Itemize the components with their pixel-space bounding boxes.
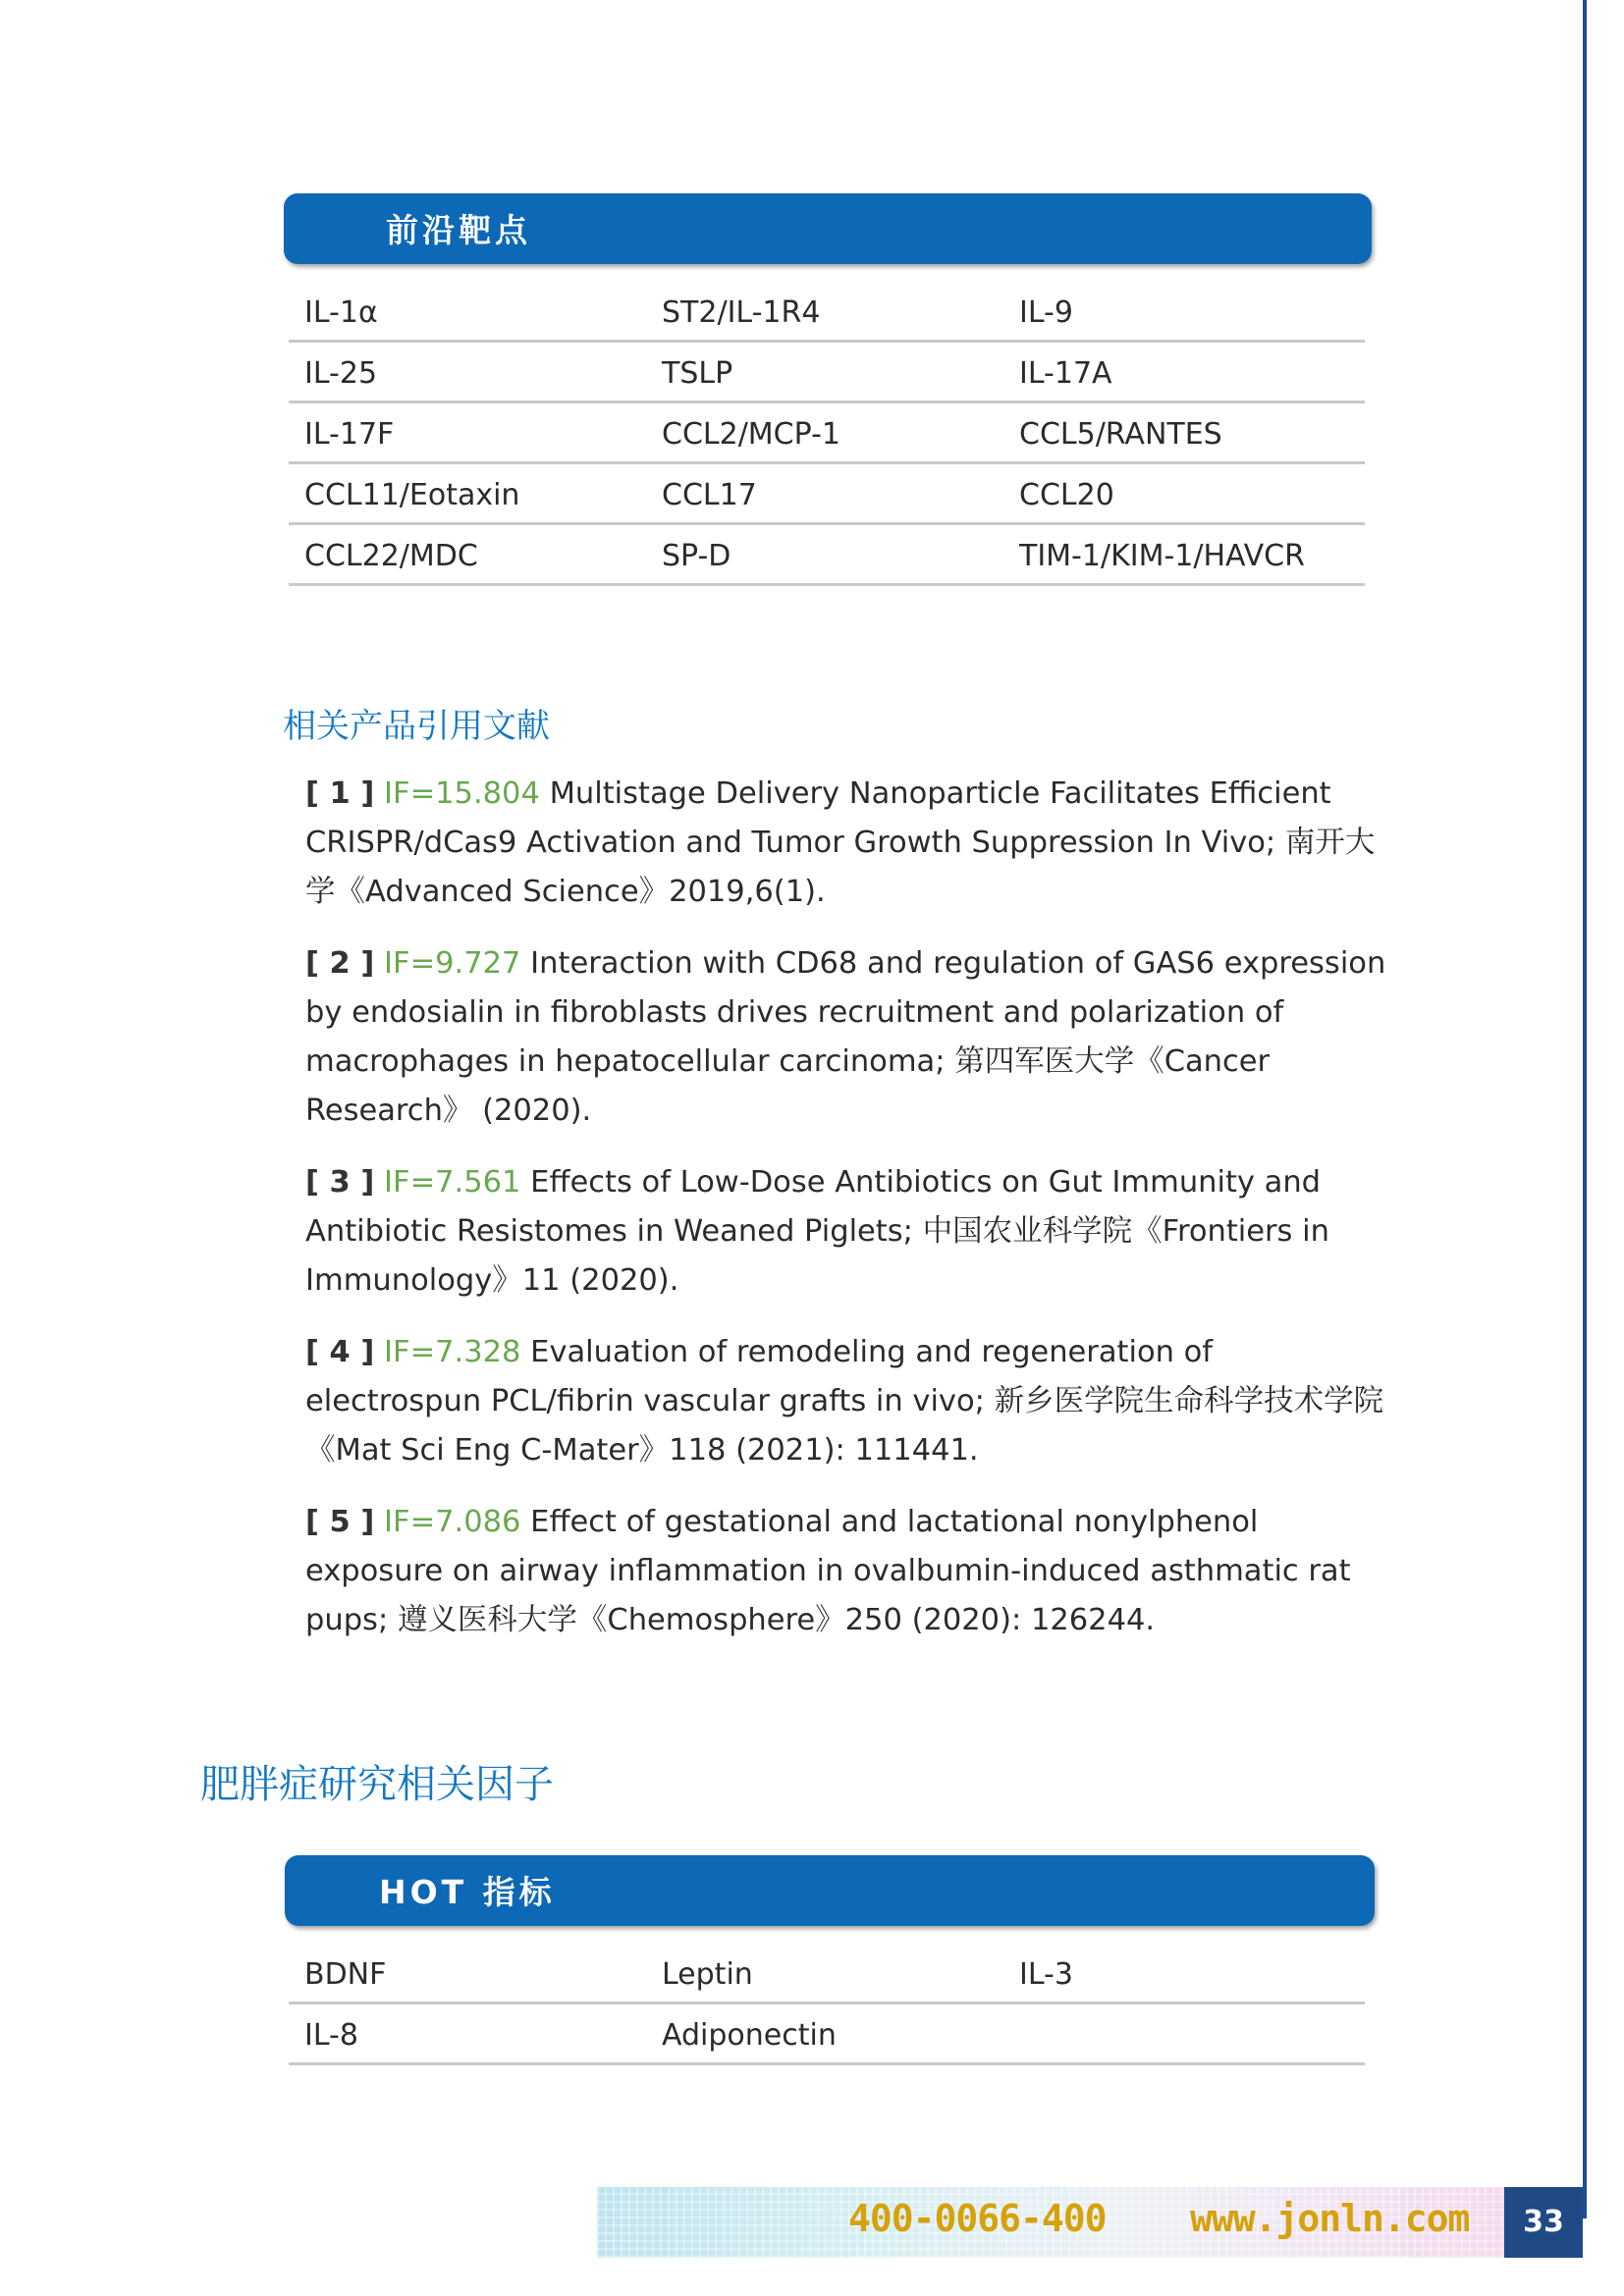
page-number: 33 [1504, 2187, 1583, 2258]
table-cell: TSLP [662, 356, 733, 391]
reference-item [305, 1498, 1395, 1645]
frontier-targets-title: 前沿靶点 [386, 211, 531, 249]
table-cell: BDNF [304, 1957, 387, 1992]
impact-factor: IF=7.561 [384, 1165, 521, 1200]
table-cell: CCL5/RANTES [1019, 417, 1222, 452]
reference-item [305, 1328, 1395, 1475]
table-cell: IL-17A [1019, 356, 1112, 391]
reference-number: [ 2 ] [305, 946, 375, 981]
reference-text: Effect of gestational and lactational nonylphenol exposure on airway inflammation in ovalbumin-induced asthmatic rat pups; 遵义医科大学《Chemosphere》250 (2020): 126244. [305, 1505, 1351, 1637]
impact-factor: IF=7.086 [384, 1505, 521, 1539]
table-row [289, 343, 1365, 403]
table-row [289, 464, 1365, 525]
table-cell: Adiponectin [662, 2018, 837, 2053]
hot-markers-header [285, 1855, 1375, 1926]
table-cell: IL-25 [304, 356, 378, 391]
obesity-section-title: 肥胖症研究相关因子 [200, 1762, 554, 1807]
table-row [289, 1944, 1365, 2004]
reference-item [305, 939, 1395, 1136]
reference-number: [ 4 ] [305, 1335, 375, 1369]
frontier-targets-table [289, 282, 1365, 586]
table-cell: IL-9 [1019, 295, 1073, 330]
footer-banner [597, 2187, 1504, 2258]
table-cell: IL-8 [304, 2018, 358, 2053]
hot-markers-table [289, 1944, 1365, 2065]
table-cell: CCL2/MCP-1 [662, 417, 840, 452]
page-edge-line [1583, 0, 1587, 2218]
table-cell: CCL17 [662, 478, 757, 512]
impact-factor: IF=9.727 [384, 946, 521, 981]
table-cell: CCL20 [1019, 478, 1114, 512]
table-cell: CCL11/Eotaxin [304, 478, 520, 512]
reference-text: Effects of Low-Dose Antibiotics on Gut Immunity and Antibiotic Resistomes in Weaned Piglets; 中国农业科学院《Frontiers in Immunology》11 (2020). [305, 1165, 1329, 1298]
table-cell: IL-3 [1019, 1957, 1073, 1992]
table-cell: Leptin [662, 1957, 753, 1992]
reference-item [305, 770, 1395, 917]
table-cell: ST2/IL-1R4 [662, 295, 821, 330]
reference-number: [ 3 ] [305, 1165, 375, 1200]
impact-factor: IF=7.328 [384, 1335, 521, 1369]
reference-text: Evaluation of remodeling and regeneration of electrospun PCL/fibrin vascular grafts in vivo; 新乡医学院生命科学技术学院《Mat Sci Eng C-Mater》118 (2021): 111441. [305, 1335, 1384, 1468]
reference-number: [ 5 ] [305, 1505, 375, 1539]
table-row [289, 403, 1365, 464]
footer-phone: 400-0066-400 [848, 2197, 1107, 2240]
reference-number: [ 1 ] [305, 776, 375, 811]
table-cell: SP-D [662, 539, 731, 573]
references-heading: 相关产品引用文献 [283, 707, 550, 746]
reference-text: Multistage Delivery Nanoparticle Facilitates Efficient CRISPR/dCas9 Activation and Tumor Growth Suppression In Vivo; 南开大学《Advanced Science》2019,6(1). [305, 776, 1376, 909]
table-cell: TIM-1/KIM-1/HAVCR [1019, 539, 1305, 573]
table-cell: CCL22/MDC [304, 539, 478, 573]
reference-item [305, 1158, 1395, 1306]
table-row [289, 282, 1365, 343]
table-cell: IL-17F [304, 417, 395, 452]
impact-factor: IF=15.804 [384, 776, 540, 811]
hot-markers-title: HOT 指标 [379, 1873, 556, 1911]
table-row [289, 2004, 1365, 2065]
reference-text: Interaction with CD68 and regulation of GAS6 expression by endosialin in fibroblasts drives recruitment and polarization of macrophages in hepatocellular carcinoma; 第四军医大学《Cancer Research》 (2020). [305, 946, 1386, 1128]
frontier-targets-header [284, 193, 1372, 264]
footer-website: www.jonln.com [1190, 2197, 1470, 2240]
table-cell: IL-1α [304, 295, 378, 330]
table-row [289, 525, 1365, 586]
